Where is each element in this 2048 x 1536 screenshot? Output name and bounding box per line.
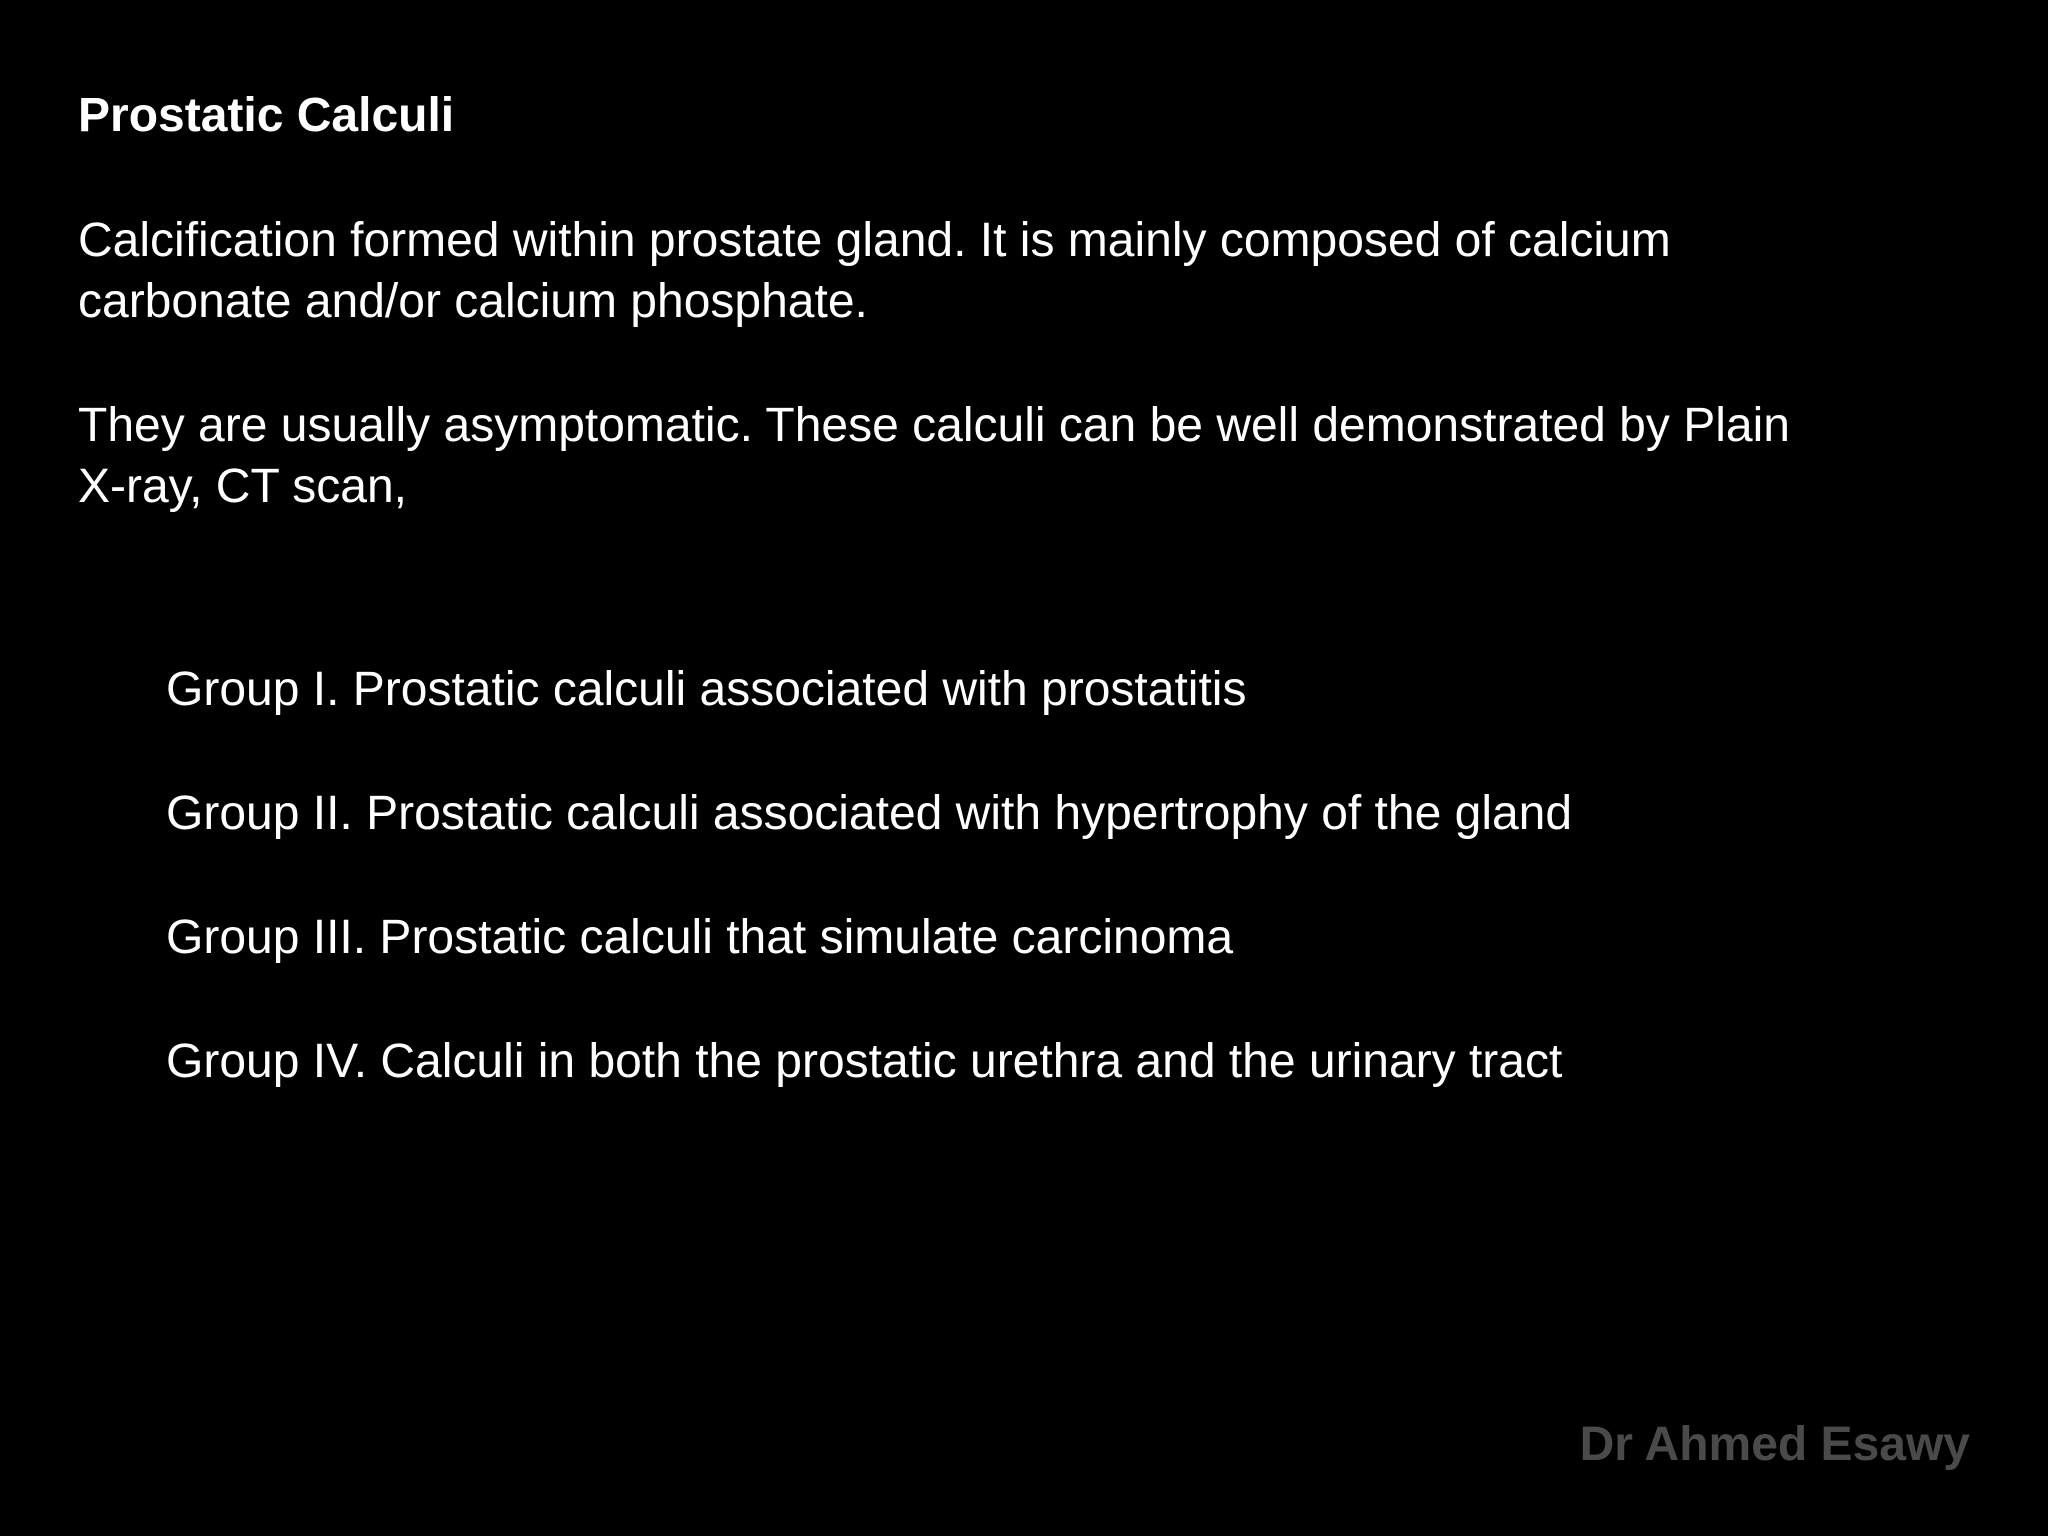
author-watermark: Dr Ahmed Esawy — [1579, 1418, 1970, 1471]
group-item-4: Group IV. Calculi in both the prostatic urethra and the urinary tract — [166, 1035, 1563, 1088]
group-list — [166, 660, 1572, 1156]
group-item-3: Group III. Prostatic calculi that simulate carcinoma — [166, 911, 1234, 964]
definition-paragraph: Calcification formed within prostate gland. It is mainly composed of calcium carbonate and/or calcium phosphate. — [78, 214, 1671, 328]
group-item-1: Group I. Prostatic calculi associated with prostatitis — [166, 663, 1247, 716]
imaging-paragraph: They are usually asymptomatic. These calculi can be well demonstrated by Plain X-ray, CT scan, — [78, 399, 1790, 513]
slide-title: Prostatic Calculi — [78, 89, 455, 142]
group-item-2: Group II. Prostatic calculi associated with hypertrophy of the gland — [166, 787, 1573, 840]
